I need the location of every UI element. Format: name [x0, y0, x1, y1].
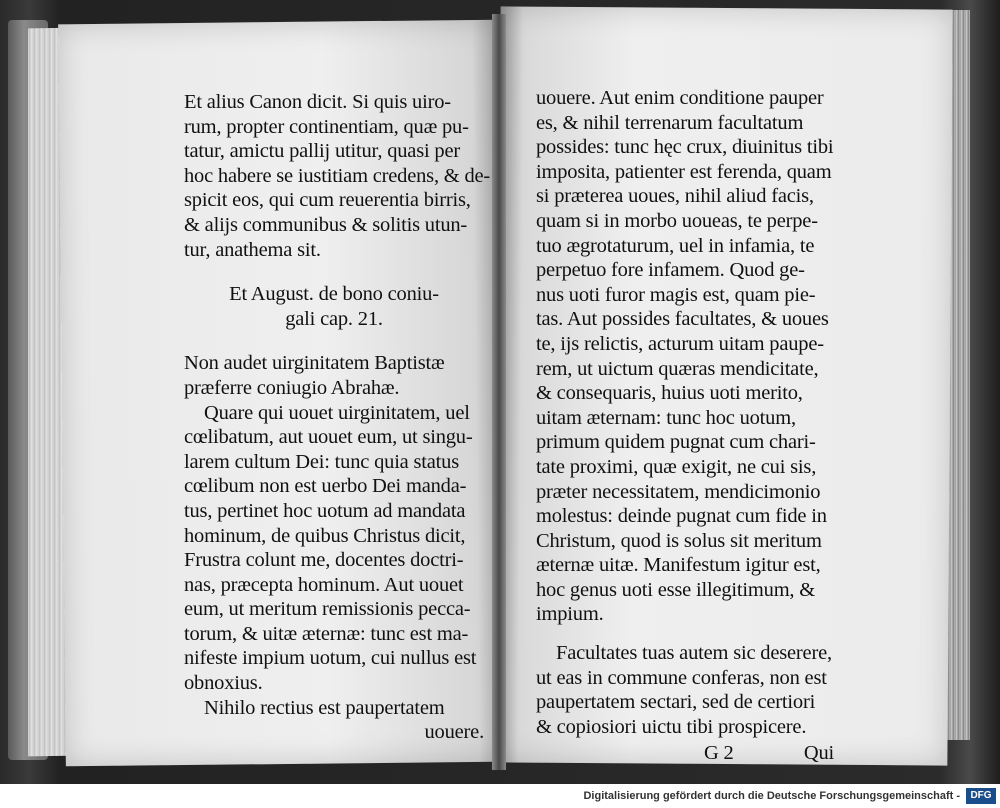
catchword: uouere. — [424, 721, 484, 744]
text-line: æternæ uitæ. Manifestum igitur est, — [536, 554, 821, 577]
text-line: primum quidem pugnat cum chari- — [536, 431, 816, 454]
text-line: imposita, patienter est ferenda, quam — [536, 160, 832, 183]
left-heading-august — [184, 282, 484, 331]
text-line: & consequaris, huius uoti merito, — [536, 382, 803, 405]
text-line: rum, propter continentiam, quæ pu- — [184, 115, 469, 138]
text-line: tur, anathema sit. — [184, 238, 321, 261]
text-line: rem, ut uictum quæras mendicitate, — [536, 357, 819, 380]
text-line: quam si in morbo uoueas, te perpe- — [536, 209, 818, 232]
left-paragraph-nihilo — [184, 696, 484, 745]
text-line: molestus: deinde pugnat cum fide in — [536, 505, 827, 528]
text-line: Nihilo rectius est paupertatem — [204, 696, 445, 719]
book-gutter — [492, 14, 506, 770]
left-page-text — [184, 90, 491, 745]
text-line: si præterea uoues, nihil aliud facis, — [536, 185, 814, 208]
text-line: præferre coniugio Abrahæ. — [184, 376, 400, 399]
text-line: paupertatem sectari, sed de certiori — [536, 691, 816, 714]
text-line: tate proximi, quæ exigit, ne cui sis, — [536, 455, 817, 478]
text-line: Christum, quod is solus sit meritum — [536, 529, 822, 552]
signature-line — [536, 741, 834, 766]
left-paragraph-quare — [184, 401, 484, 696]
right-page-text — [536, 86, 834, 766]
right-paragraph-facultates — [536, 641, 834, 739]
text-line: uouere. Aut enim conditione pauper — [536, 87, 824, 109]
funding-notice: Digitalisierung gefördert durch die Deutsche Forschungsgemeinschaft - — [583, 790, 960, 802]
text-line: nus uoti furor magis est, quam pie- — [536, 283, 816, 306]
text-line: tatur, amictu pallij utitur, quasi per — [184, 140, 460, 163]
signature-mark: G 2 — [704, 742, 734, 765]
text-line: Non audet uirginitatem Baptistæ — [184, 352, 445, 375]
text-line: possides: tunc hęc crux, diuinitus tibi — [536, 136, 834, 159]
text-line: nas, præcepta hominum. Aut uouet — [184, 573, 464, 596]
text-line: perpetuo fore infamem. Quod ge- — [536, 259, 805, 282]
text-line: gali cap. 21. — [285, 307, 383, 330]
text-line: obnoxius. — [184, 672, 263, 695]
text-line: cœlibatum, aut uouet eum, ut singu- — [184, 426, 473, 449]
text-line: tas. Aut possides facultates, & uoues — [536, 308, 829, 331]
left-paragraph-quote — [184, 351, 484, 400]
text-line: torum, & uitæ æternæ: tunc est ma- — [184, 622, 469, 645]
text-line: tuo ægrotaturum, uel in infamia, te — [536, 234, 815, 257]
right-paragraph-uouere — [536, 86, 834, 627]
catchword: Qui — [803, 742, 834, 765]
text-line: es, & nihil terrenarum facultatum — [536, 111, 804, 134]
footer-bar — [0, 784, 1000, 808]
text-line: Quare qui uouet uirginitatem, uel — [204, 401, 470, 424]
text-line: larem cultum Dei: tunc quia status — [184, 450, 460, 473]
text-line: cœlibum non est uerbo Dei manda- — [184, 475, 467, 498]
text-line: hoc genus uoti esse illegitimum, & — [536, 578, 816, 601]
text-line: hoc habere se iustitiam credens, & de- — [184, 164, 491, 187]
text-line: impium. — [536, 603, 604, 626]
text-line: & alijs communibus & solitis utun- — [184, 213, 468, 236]
text-line: & copiosiori uictu tibi prospicere. — [536, 715, 807, 738]
text-line: tus, pertinet hoc uotum ad mandata — [184, 499, 466, 522]
text-line: Et alius Canon dicit. Si quis uiro- — [184, 91, 451, 113]
text-line: præter necessitatem, mendicimonio — [536, 480, 821, 503]
text-line: spicit eos, qui cum reuerentia birris, — [184, 189, 471, 212]
text-line: uitam æternam: tunc hoc uotum, — [536, 406, 796, 429]
text-line: te, ijs relictis, acturum uitam paupe- — [536, 332, 824, 355]
text-line: Et August. de bono coniu- — [229, 283, 439, 306]
text-line: hominum, de quibus Christus dicit, — [184, 524, 466, 547]
text-line: Frustra colunt me, docentes doctri- — [184, 549, 464, 572]
dfg-logo: DFG — [966, 788, 996, 804]
text-line: eum, ut meritum remissionis pecca- — [184, 598, 471, 621]
text-line: Facultates tuas autem sic deserere, — [556, 642, 832, 665]
left-paragraph-canon — [184, 90, 491, 262]
text-line: ut eas in commune conferas, non est — [536, 666, 827, 689]
text-line: nifeste impium uotum, cui nullus est — [184, 647, 477, 670]
